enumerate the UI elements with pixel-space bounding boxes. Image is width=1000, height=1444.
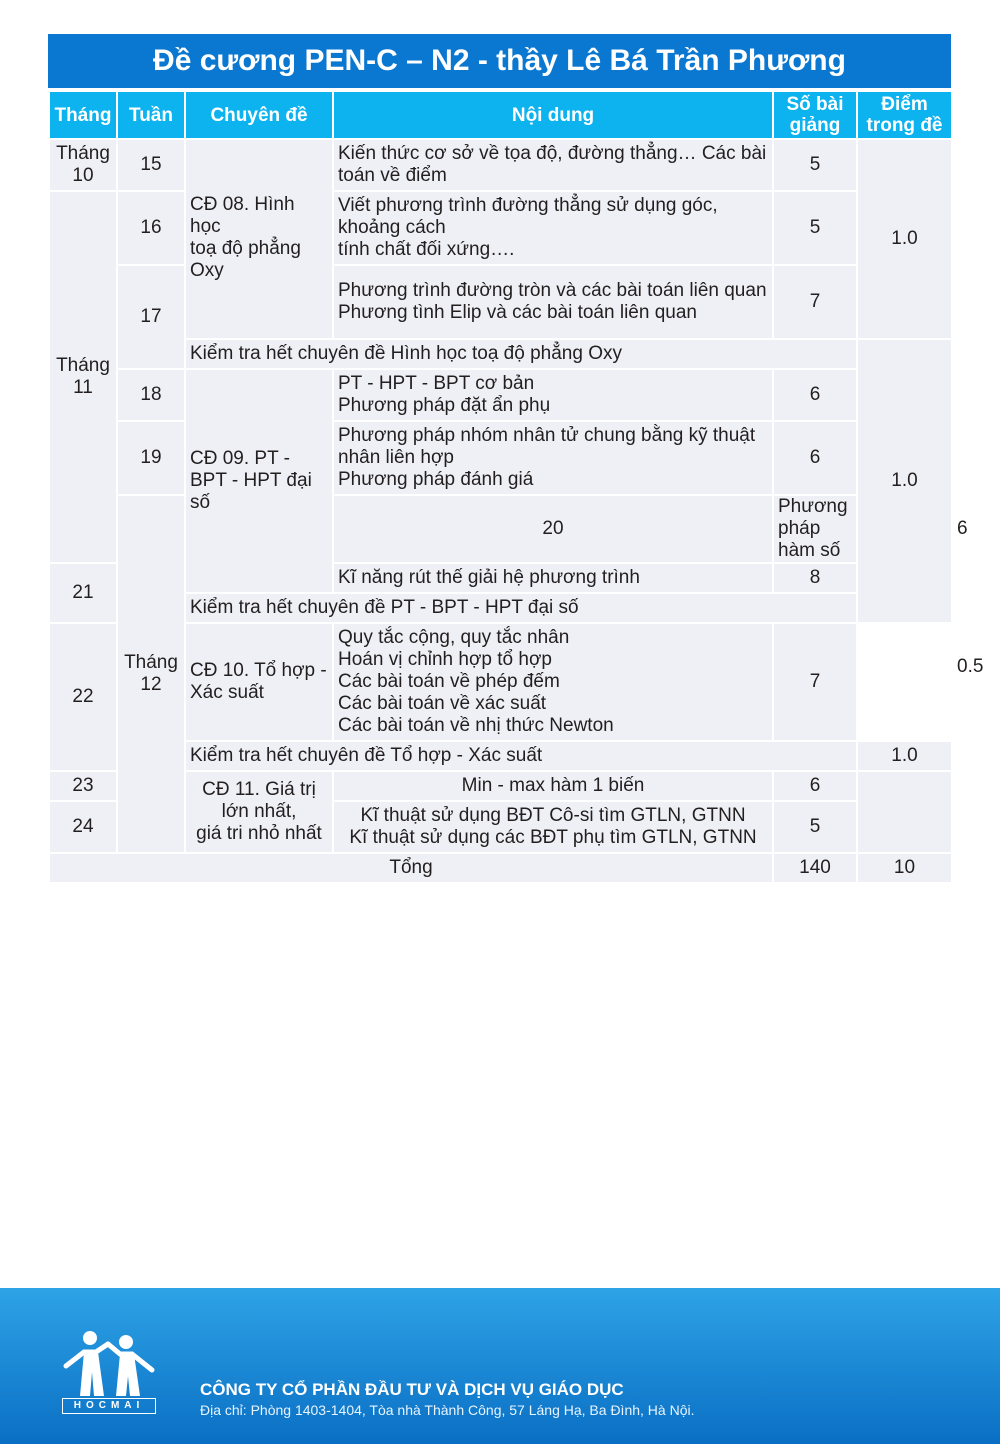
week-cell: 19 [117, 421, 185, 495]
lectures-cell: 5 [773, 139, 857, 191]
company-address: Địa chỉ: Phòng 1403-1404, Tòa nhà Thành Công, 57 Láng Hạ, Ba Đình, Hà Nội. [200, 1402, 695, 1418]
exam-cell: Kiểm tra hết chuyên đề PT - BPT - HPT đại số [185, 593, 857, 623]
total-label: Tổng [49, 853, 773, 883]
lectures-cell: 8 [773, 563, 857, 593]
company-name: CÔNG TY CỔ PHẦN ĐẦU TƯ VÀ DỊCH VỤ GIÁO DỤC [200, 1380, 624, 1399]
syllabus-table [48, 90, 984, 884]
month-cell: Tháng 10 [49, 139, 117, 191]
table-row [49, 139, 952, 191]
content-cell: Kiến thức cơ sở về tọa độ, đường thẳng… Các bài toán về điểm [333, 139, 773, 191]
points-cell-empty [857, 771, 952, 853]
table-row [49, 369, 952, 421]
lectures-cell: 5 [773, 191, 857, 265]
header-lectures: Số bài giảng [773, 91, 857, 139]
table-row [49, 191, 952, 265]
table-row [49, 771, 952, 801]
table-row [49, 421, 952, 495]
content-cell: Phương pháp nhóm nhân tử chung bằng kỹ thuật nhân liên hợp Phương pháp đánh giá [333, 421, 773, 495]
week-cell: 18 [117, 369, 185, 421]
content-cell: Phương pháp hàm số [773, 495, 857, 563]
exam-cell: Kiểm tra hết chuyên đề Hình học toạ độ phẳng Oxy [185, 339, 857, 369]
month-cell: Tháng 11 [49, 191, 117, 563]
content-cell: Quy tắc cộng, quy tắc nhân Hoán vị chỉnh hợp tổ hợp Các bài toán về phép đếm Các bài toán về xác suất Các bài toán về nhị thức Newton [333, 623, 773, 741]
topic-cell: CĐ 11. Giá trị lớn nhất, giá tri nhỏ nhất [185, 771, 333, 853]
content-cell: Min - max hàm 1 biến [333, 771, 773, 801]
exam-row [49, 339, 952, 369]
points-cell: 1.0 [857, 339, 952, 623]
week-cell: 23 [49, 771, 117, 801]
people-icon [62, 1326, 156, 1400]
content-cell: Phương trình đường tròn và các bài toán liên quan Phương tình Elip và các bài toán liên quan [333, 265, 773, 339]
week-cell: 22 [49, 623, 117, 771]
page-title: Đề cương PEN-C – N2 - thầy Lê Bá Trần Phương [48, 34, 951, 90]
header-month: Tháng [49, 91, 117, 139]
week-cell: 21 [49, 563, 117, 623]
week-cell: 16 [117, 191, 185, 265]
total-points: 10 [857, 853, 952, 883]
exam-cell: Kiểm tra hết chuyên đề Tổ hợp - Xác suất [185, 741, 857, 771]
lectures-cell: 7 [773, 265, 857, 339]
header-week: Tuần [117, 91, 185, 139]
content-cell: Viết phương trình đường thẳng sử dụng góc, khoảng cách tính chất đối xứng…. [333, 191, 773, 265]
lectures-cell: 7 [773, 623, 857, 741]
table-row [49, 623, 952, 741]
topic-cell: CĐ 09. PT - BPT - HPT đại số [185, 369, 333, 593]
lectures-cell: 6 [773, 771, 857, 801]
header-row [49, 91, 952, 139]
content-cell: PT - HPT - BPT cơ bản Phương pháp đặt ẩn phụ [333, 369, 773, 421]
total-row [49, 853, 952, 883]
topic-cell: CĐ 08. Hình học toạ độ phẳng Oxy [185, 139, 333, 339]
week-cell: 20 [333, 495, 773, 563]
month-cell: Tháng 12 [117, 495, 185, 853]
week-cell: 17 [117, 265, 185, 369]
lectures-cell: 6 [773, 421, 857, 495]
lectures-cell: 6 [773, 369, 857, 421]
lectures-cell: 5 [773, 801, 857, 853]
content-cell: Kĩ năng rút thế giải hệ phương trình [333, 563, 773, 593]
table-row: Tháng 12 20 Phương pháp hàm số 6 [49, 495, 952, 563]
header-topic: Chuyên đề [185, 91, 333, 139]
points-cell: 1.0 [857, 139, 952, 339]
exam-row: Kiểm tra hết chuyên đề PT - BPT - HPT đại số 0.5 [49, 593, 952, 623]
logo-text: HOCMAI [62, 1398, 156, 1414]
week-cell: 15 [117, 139, 185, 191]
footer [0, 1288, 1000, 1444]
header-points: Điểm trong đề [857, 91, 952, 139]
week-cell: 24 [49, 801, 117, 853]
header-content: Nội dung [333, 91, 773, 139]
table-row [49, 265, 952, 339]
topic-cell: CĐ 10. Tổ hợp - Xác suất [185, 623, 333, 741]
content-cell: Kĩ thuật sử dụng BĐT Cô-si tìm GTLN, GTNN Kĩ thuật sử dụng các BĐT phụ tìm GTLN, GTNN [333, 801, 773, 853]
points-cell: 1.0 [857, 741, 952, 771]
total-lectures: 140 [773, 853, 857, 883]
exam-row [49, 741, 952, 771]
